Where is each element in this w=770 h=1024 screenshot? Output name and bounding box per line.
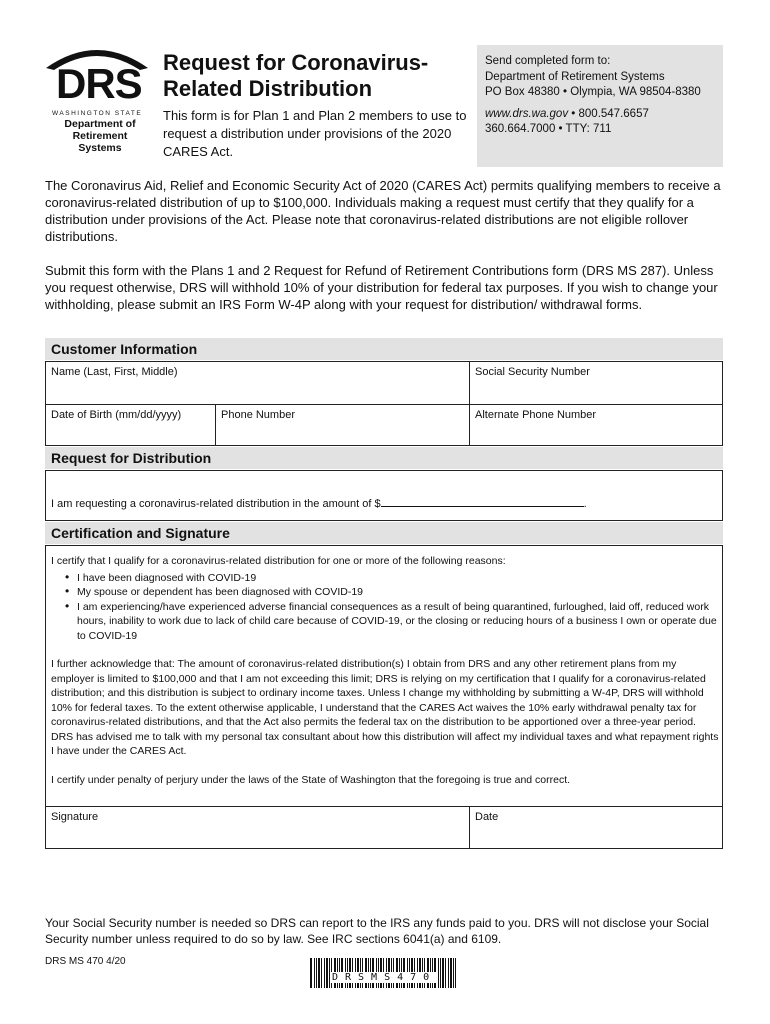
send-address: PO Box 48380 • Olympia, WA 98504-8380 [485, 86, 701, 98]
request-text: I am requesting a coronavirus-related distribution in the amount of $ [51, 498, 381, 510]
alt-phone-field[interactable] [470, 405, 722, 446]
dob-field[interactable] [46, 405, 215, 446]
form-id: DRS MS 470 4/20 [45, 956, 126, 967]
send-label: Send completed form to: [485, 55, 611, 67]
alt-phone-label: Alternate Phone Number [475, 409, 597, 421]
signature-field[interactable] [46, 807, 469, 848]
ssn-disclosure-note: Your Social Security number is needed so DRS can report to the IRS any funds paid to you. DRS will not disclose your Social Security number unless required to do so by law. See IRC sections 6041(a) and 6109. [45, 916, 709, 946]
phone-field[interactable] [216, 405, 469, 446]
request-box [45, 470, 723, 521]
ssn-label: Social Security Number [475, 366, 590, 378]
website-link[interactable]: www.drs.wa.gov [485, 107, 569, 120]
reasons-list [51, 571, 719, 644]
signature-label: Signature [51, 811, 99, 823]
perjury-statement: I certify under penalty of perjury under the laws of the State of Washington that the foregoing is true and correct. [51, 773, 571, 786]
date-label: Date [475, 811, 499, 823]
amount-input[interactable] [381, 495, 584, 507]
send-phone: • 800.547.6657 [568, 107, 649, 120]
intro-text [45, 177, 725, 330]
barcode-text: DRSMS470 [332, 972, 437, 983]
logo-state: WASHINGTON STATE [52, 110, 143, 117]
certification-box [45, 545, 723, 849]
name-field[interactable] [46, 362, 469, 404]
customer-info-header: Customer Information [45, 338, 723, 360]
send-contact-line [485, 107, 715, 123]
customer-info-box [45, 361, 723, 446]
logo-department: Department of Retirement Systems [64, 118, 136, 154]
drs-logo [40, 40, 155, 154]
reason-item: • I have been diagnosed with COVID-19 [65, 571, 719, 586]
date-field[interactable] [470, 807, 722, 848]
reason-item: • I am experiencing/have experienced adverse financial consequences as a result of being quarantined, furloughed, laid off, reduced work hours, inability to work due to lack of child care because of COVID-19, or the closing or reducing hours of a business I own or operate due to COVID-19 [65, 600, 719, 644]
request-header: Request for Distribution [45, 447, 723, 469]
name-label: Name (Last, First, Middle) [51, 366, 178, 378]
certification-text [51, 554, 719, 787]
send-phone-tty: 360.664.7000 • TTY: 711 [485, 123, 612, 135]
send-to-box [477, 45, 723, 167]
intro-paragraph-2: Submit this form with the Plans 1 and 2 Request for Refund of Retirement Contributions form (DRS MS 287). Unless you request otherwise, DRS will withhold 10% of your distribution for federal tax purposes. If you wish to change your withholding, please submit an IRS Form W-4P along with your request for distribution/ withdrawal forms. [45, 263, 718, 312]
form-subtitle: This form is for Plan 1 and Plan 2 members to use to request a distribution under provisions of the 2020 CARES Act. [163, 108, 467, 159]
request-line [46, 491, 722, 514]
phone-label: Phone Number [221, 409, 295, 421]
acknowledgement-text: I further acknowledge that: The amount of coronavirus-related distribution(s) I obtain from DRS and any other retirement plans from my employer is limited to $100,000 and that I am not exceeding this limit; DRS is relying on my certification that I qualify for a coronavirus-related distribution; and this distribution is subject to ordinary income taxes. Unless I change my withholding by submitting a W-4P, DRS will withhold 10% for federal taxes. To the extent otherwise applicable, I understand that the CARES Act waives the 10% early withdrawal penalty tax for coronavirus-related distributions, and that the Act also permits the federal tax on the distribution to be apportioned over a three-year period. DRS has advised me to talk with my personal tax consultant about how this distribution will affect my individual taxes and what repayment rights I have under the CARES Act. [51, 658, 719, 757]
intro-paragraph-1: The Coronavirus Aid, Relief and Economic Security Act of 2020 (CARES Act) permits qualifying members to receive a coronavirus-related distribution of up to $100,000. Individuals making a request must certify that they qualify for a distribution under provisions of the Act. Please note that coronavirus-related distributions are not eligible rollover distributions. [45, 178, 721, 244]
form-title: Request for Coronavirus-Related Distribution [163, 50, 429, 101]
ssn-field[interactable] [470, 362, 722, 404]
send-dept: Department of Retirement Systems [485, 70, 665, 83]
logo-letters: DRS [56, 60, 142, 107]
reason-item: • My spouse or dependent has been diagnosed with COVID-19 [65, 585, 719, 600]
certification-intro: I certify that I qualify for a coronavirus-related distribution for one or more of the following reasons: [51, 555, 506, 567]
certification-header: Certification and Signature [45, 522, 723, 544]
dob-label: Date of Birth (mm/dd/yyyy) [51, 409, 182, 421]
request-period: . [583, 498, 587, 510]
